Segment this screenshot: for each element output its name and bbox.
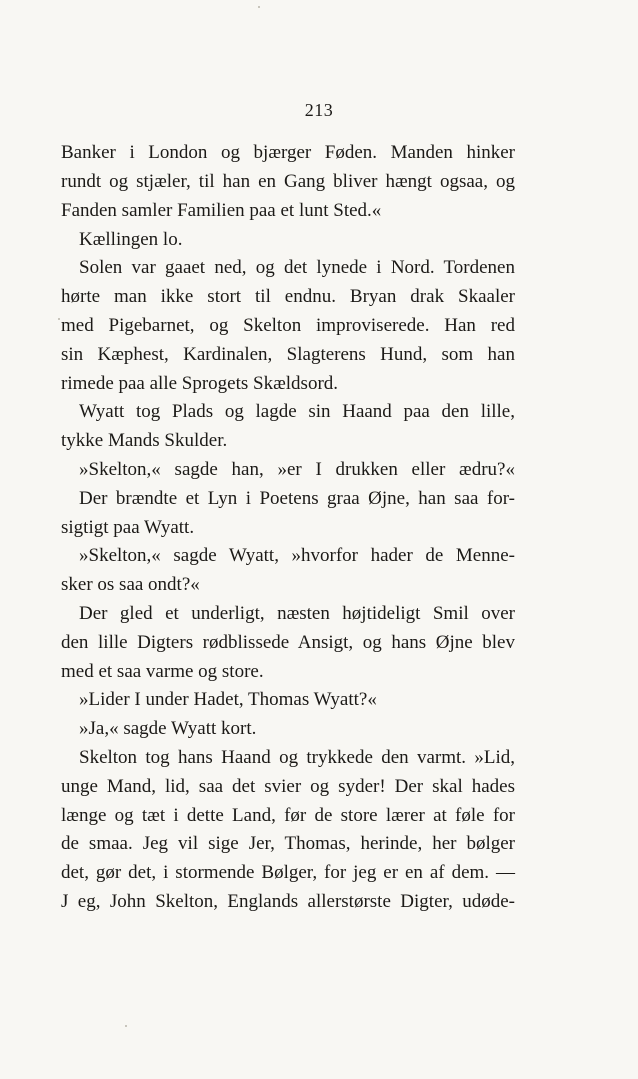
text-line: sin Kæphest, Kardinalen, Slagterens Hund, som han bbox=[61, 344, 515, 365]
text-line: »Skelton,« sagde han, »er I drukken eller ædru?« bbox=[79, 459, 515, 480]
text-line: J eg, John Skelton, Englands allerstørste Digter, udøde- bbox=[61, 891, 515, 912]
text-line: rundt og stjæler, til han en Gang bliver hængt ogsaa, og bbox=[61, 171, 515, 192]
text-line: sker os saa ondt?« bbox=[61, 574, 200, 595]
paper-speck bbox=[125, 1025, 127, 1027]
text-line: »Skelton,« sagde Wyatt, »hvorfor hader de Menne- bbox=[79, 545, 515, 566]
text-line: hørte man ikke stort til endnu. Bryan drak Skaaler bbox=[61, 286, 515, 307]
text-line: sigtigt paa Wyatt. bbox=[61, 517, 195, 538]
paper-speck bbox=[258, 6, 260, 8]
text-line: med Pigebarnet, og Skelton improviserede. Han red bbox=[61, 315, 515, 336]
text-line: Fanden samler Familien paa et lunt Sted.« bbox=[61, 200, 382, 221]
text-line: Solen var gaaet ned, og det lynede i Nord. Tordenen bbox=[79, 257, 515, 278]
page-number: 213 bbox=[304, 100, 334, 120]
text-line: Kællingen lo. bbox=[79, 229, 183, 250]
text-line: unge Mand, lid, saa det svier og syder! Der skal hades bbox=[61, 776, 515, 797]
text-line: de smaa. Jeg vil sige Jer, Thomas, herinde, her bølger bbox=[61, 833, 515, 854]
text-line: det, gør det, i stormende Bølger, for jeg er en af dem. — bbox=[61, 862, 515, 883]
text-line: rimede paa alle Sprogets Skældsord. bbox=[61, 373, 339, 394]
paper-speck bbox=[58, 318, 60, 320]
text-line: tykke Mands Skulder. bbox=[61, 430, 228, 451]
text-line: Der brændte et Lyn i Poetens graa Øjne, han saa for- bbox=[79, 488, 515, 509]
text-line: »Lider I under Hadet, Thomas Wyatt?« bbox=[79, 689, 377, 710]
text-line: »Ja,« sagde Wyatt kort. bbox=[79, 718, 257, 739]
text-line: Skelton tog hans Haand og trykkede den varmt. »Lid, bbox=[79, 747, 515, 768]
text-line: den lille Digters rødblissede Ansigt, og hans Øjne blev bbox=[61, 632, 515, 653]
text-line: længe og tæt i dette Land, før de store lærer at føle for bbox=[61, 805, 515, 826]
text-line: Der gled et underligt, næsten højtideligt Smil over bbox=[79, 603, 515, 624]
text-line: med et saa varme og store. bbox=[61, 661, 264, 682]
text-line: Banker i London og bjærger Føden. Manden hinker bbox=[61, 142, 515, 163]
text-line: Wyatt tog Plads og lagde sin Haand paa den lille, bbox=[79, 401, 515, 422]
